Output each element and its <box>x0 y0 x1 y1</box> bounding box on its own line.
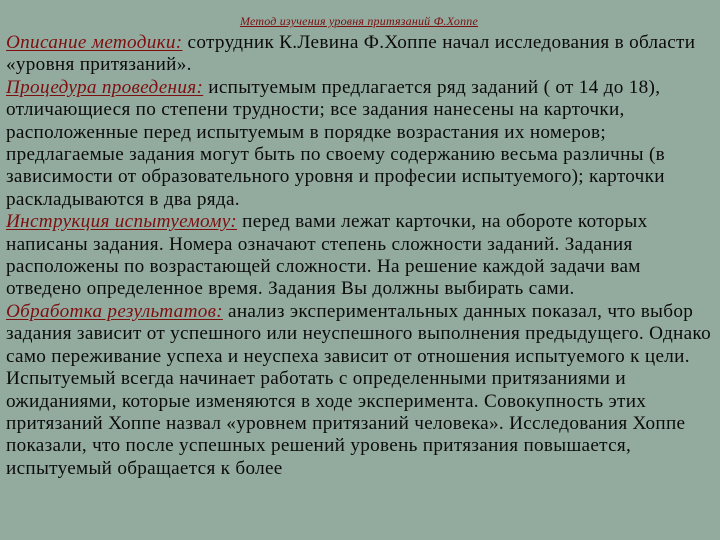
section-results <box>6 301 712 480</box>
section-text-results: анализ экспериментальных данных показал, что выбор задания зависит от успешного или неуспешного выполнения предыдущего. Однако само переживание успеха и неуспеха зависит от отношения испытуемого к цели. Испытуемый всегда начинает работать с определенными притязаниями и ожиданиями, которые изменяются в ходе эксперимента. Совокупность этих притязаний Хоппе назвал «уровнем притязаний человека». Исследования Хоппе показали, что после успешных решений уровень притязания повышается, испытуемый обращается к более <box>6 300 711 479</box>
slide-body <box>6 28 712 480</box>
section-heading-description: Описание методики: <box>6 32 183 53</box>
section-text-procedure: испытуемым предлагается ряд заданий ( от 14 до 18), отличающиеся по степени трудности; все задания нанесены на карточки, расположенные перед испытуемым в порядке возрастания их номеров; предлагаемые задания могут быть по своему содержанию весьма различны (в зависимости от образовательного уровня и професии испытуемого); карточки раскладываются в два ряда. <box>6 76 666 210</box>
section-heading-procedure: Процедура проведения: <box>6 76 204 98</box>
section-text-description: сотрудник К.Левина Ф.Хоппе начал исследования в области «уровня притязаний». <box>6 32 696 76</box>
section-instruction <box>6 211 712 301</box>
section-description <box>6 32 712 77</box>
section-heading-instruction: Инструкция испытуемому: <box>6 211 238 233</box>
section-text-instruction: перед вами лежат карточки, на обороте которых написаны задания. Номера означают степень сложности заданий. Задания расположены по возрастающей сложности. На решение каждой задачи вам отведено определенное время. Задания Вы должны выбирать сами. <box>6 211 648 300</box>
section-procedure <box>6 77 712 211</box>
slide-title: Метод изучения уровня притязаний Ф.Хоппе <box>239 14 479 28</box>
section-heading-results: Обработка результатов: <box>6 300 223 322</box>
